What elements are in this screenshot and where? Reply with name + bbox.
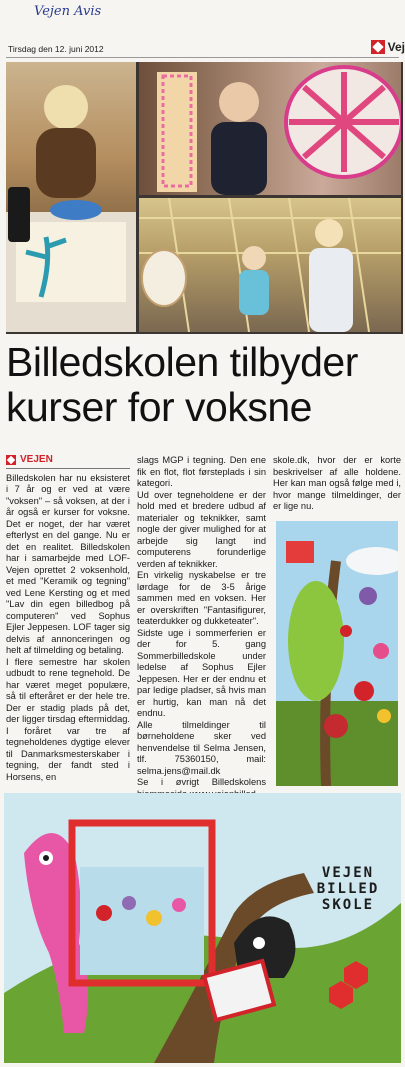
poster-illustration (276, 521, 398, 786)
photo-collage (6, 62, 403, 334)
paragraph: slags MGP i tegning. Den ene fik en flot, flot førsteplads i sin kategori. (137, 455, 266, 488)
paper-logo (371, 40, 405, 54)
headline: Billedskolen tilbyder kurser for voksne (6, 339, 358, 430)
bottom-illustration (4, 793, 401, 1063)
diamond-logo-icon (371, 40, 385, 54)
photo-girl-painting (6, 62, 136, 332)
header-rule (6, 57, 399, 58)
paragraph: I flere semestre har skolen udbudt to rene tegnehold. De har været meget populære, så til efteråret er der hele tre. Der er stadig plads på det, der ligger tirsdag eftermiddag. I foråret var tre af tegneholdenes dygtige elever til Danmarksmesterskaber i tegning, der fandt sted i Horsens, en (6, 656, 130, 782)
paragraph: En virkelig nyskabelse er tre lørdage for de 3-5 årige sammen med en voksen. Her er overskriften "Fantasifigurer, teaterdukker og dukketeater". (137, 570, 266, 626)
article-column-1 (6, 454, 130, 783)
paragraph: Sidste uge i sommerferien er der for 5. gang Sommerbilledskole under ledelse af Sophus Ejler Jeppesen. Her er der endnu et par ledige pladser, så hvis man er hurtig, kan man nå det endnu. (137, 627, 266, 718)
article-column-2 (137, 455, 266, 800)
kicker-label: VEJEN (20, 454, 53, 465)
poster-logo-text: VEJEN BILLED SKOLE (316, 865, 380, 913)
paragraph: Se i øvrigt Billedskolens (137, 777, 266, 787)
diamond-logo-icon (6, 455, 16, 465)
handwritten-note: Vejen Avis (34, 4, 102, 19)
article-column-3 (273, 455, 401, 513)
section-kicker (6, 454, 130, 469)
paragraph: Alle tilmeldinger til børneholdene sker ved henvendelse til Selma Jensen, tlf. 75360150, mail: selma.jens@mail.dk (137, 719, 266, 776)
paragraph: Ud over tegneholdene er der hold med et bredere udbud af materialer og teknikker, samt nogle der giver mulighed for at arbejde sig langt ind computerens forunderlige verden af teknikker. (137, 489, 266, 569)
photo-girl-artwork (139, 62, 401, 195)
dateline: Tirsdag den 12. juni 2012 (8, 44, 104, 54)
photo-children-building (139, 198, 401, 332)
paper-name: Vej (387, 40, 405, 54)
paragraph: Billedskolen har nu eksisteret i 7 år og er ved at være "voksen" – så voksen, at der i år også er kurser for voksne. Det er noget, der har været efterlyst en del gange. Nu er det en realitet. Billedskolen har i samarbejde med LOF-Vejen oprettet 2 voksenhold, et med "Keramik og tegning" ved Lene Kersting og et med "Lav din egen billedbog på computeren" ved Sophus Ejler Jeppesen. LOF tager sig delvis af annonceringen og helt af tilmelding og betaling. (6, 472, 130, 655)
paragraph: skole.dk, hvor der er korte beskrivelser af alle holdene. Her kan man også følge med i, hvor mange tilmeldinger, der er lige nu. (273, 455, 401, 511)
